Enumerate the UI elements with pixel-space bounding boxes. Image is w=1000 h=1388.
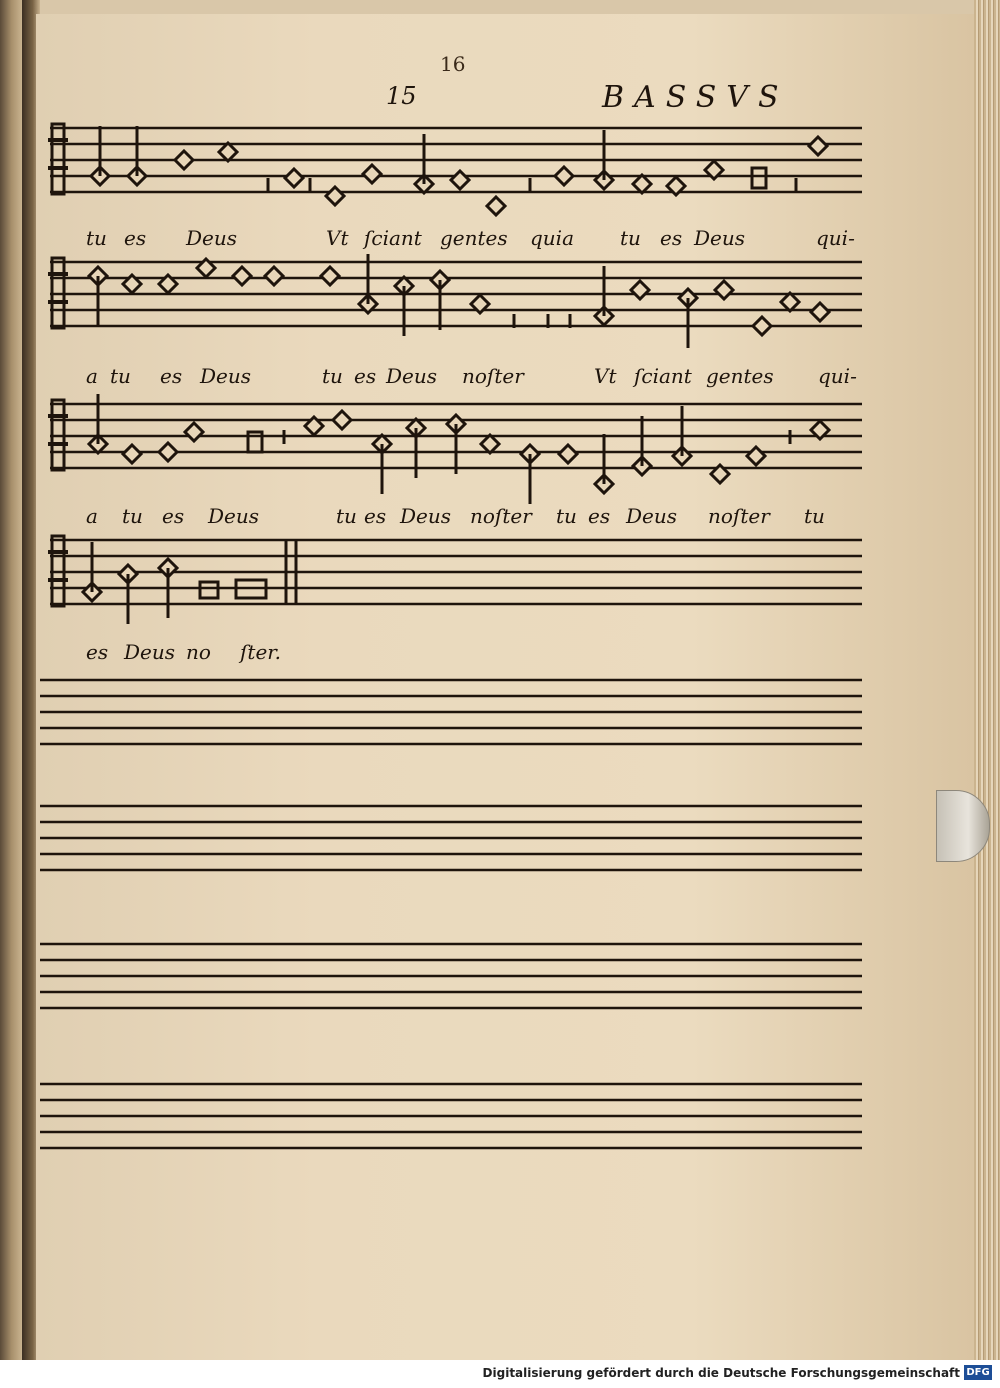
lyric-syllable: tu	[556, 504, 577, 528]
note-head	[333, 411, 351, 429]
page-number: 15	[386, 82, 417, 110]
lyric-syllable: Deus	[200, 364, 252, 388]
top-mark: 16	[440, 52, 466, 76]
lyric-syllable: noſter	[708, 504, 770, 528]
note-head	[451, 171, 469, 189]
lyric-syllable: Deus	[626, 504, 678, 528]
lyrics-line-4	[0, 640, 1000, 668]
lyric-syllable: tu	[336, 504, 357, 528]
lyric-syllable: noſter	[470, 504, 532, 528]
lyric-syllable: qui-	[818, 364, 857, 388]
note-head	[811, 303, 829, 321]
dfg-logo: DFG	[964, 1365, 992, 1380]
lyric-syllable: gentes	[706, 364, 774, 388]
note-head	[809, 137, 827, 155]
lyric-syllable: Deus	[400, 504, 452, 528]
long-note	[200, 582, 218, 598]
lyric-syllable: es	[588, 504, 611, 528]
lyric-syllable: tu	[122, 504, 143, 528]
note-head	[555, 167, 573, 185]
lyric-syllable: es	[124, 226, 147, 250]
note-head	[633, 175, 651, 193]
lyric-syllable: tu	[804, 504, 825, 528]
note-head	[185, 423, 203, 441]
note-head	[159, 443, 177, 461]
lyric-syllable: es	[660, 226, 683, 250]
footer-bar	[0, 1360, 1000, 1388]
note-head	[219, 143, 237, 161]
note-head	[747, 447, 765, 465]
funding-notice: Digitalisierung gefördert durch die Deutsche Forschungsgemeinschaft	[482, 1366, 960, 1380]
note-head	[265, 267, 283, 285]
lyric-syllable: tu	[110, 364, 131, 388]
long-note	[752, 168, 766, 188]
lyric-syllable: es	[162, 504, 185, 528]
lyric-syllable: Deus	[186, 226, 238, 250]
lyric-syllable: es	[354, 364, 377, 388]
lyric-syllable: tu	[322, 364, 343, 388]
lyric-syllable: a	[86, 364, 98, 388]
lyrics-line-1	[0, 226, 1000, 254]
note-head	[175, 151, 193, 169]
lyric-syllable: gentes	[440, 226, 508, 250]
lyric-syllable: tu	[86, 226, 107, 250]
note-head	[123, 445, 141, 463]
lyric-syllable: a	[86, 504, 98, 528]
note-head	[326, 187, 344, 205]
note-head	[781, 293, 799, 311]
lyric-syllable: ſciant	[364, 226, 422, 250]
voice-label: BASSVS	[602, 80, 789, 115]
lyric-syllable: es	[160, 364, 183, 388]
lyric-syllable: tu	[620, 226, 641, 250]
note-head	[363, 165, 381, 183]
lyrics-line-2	[0, 364, 1000, 392]
note-head	[321, 267, 339, 285]
lyric-syllable: Vt	[594, 364, 617, 388]
lyric-syllable: ſter.	[240, 640, 281, 664]
lyric-syllable: ſciant	[634, 364, 692, 388]
lyric-syllable: Vt	[326, 226, 349, 250]
note-head	[559, 445, 577, 463]
note-head	[715, 281, 733, 299]
lyric-syllable: noſter	[462, 364, 524, 388]
note-head	[481, 435, 499, 453]
lyric-syllable: Deus	[124, 640, 176, 664]
note-head	[233, 267, 251, 285]
lyric-syllable: es	[364, 504, 387, 528]
lyrics-line-3	[0, 504, 1000, 532]
note-head	[487, 197, 505, 215]
note-head	[285, 169, 303, 187]
lyric-syllable: qui-	[816, 226, 855, 250]
lyric-syllable: Deus	[386, 364, 438, 388]
lyric-syllable: no	[186, 640, 211, 664]
note-head	[631, 281, 649, 299]
lyric-syllable: quia	[530, 226, 575, 250]
lyric-syllable: Deus	[208, 504, 260, 528]
note-head	[753, 317, 771, 335]
lyric-syllable: Deus	[694, 226, 746, 250]
lyric-syllable: es	[86, 640, 109, 664]
